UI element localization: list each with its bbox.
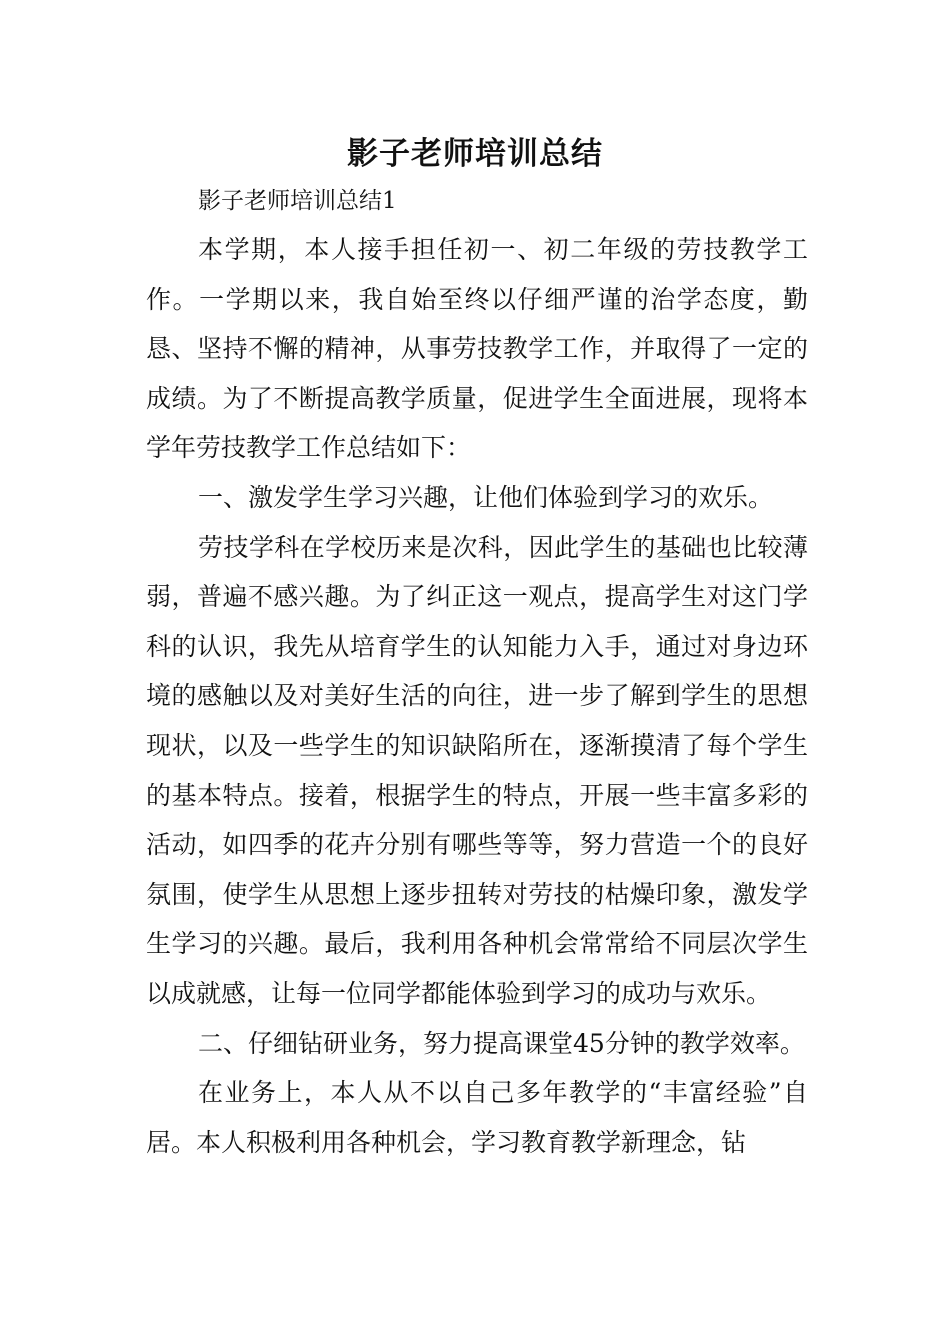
paragraph-intro: 本学期，本人接手担任初一、初二年级的劳技教学工作。一学期以来，我自始至终以仔细严谨的治学态度，勤恳、坚持不懈的精神，从事劳技教学工作，并取得了一定的成绩。为了不断提高教学质量，促进学生全面进展，现将本学年劳技教学工作总结如下： [146,235,808,463]
paragraph-section-1: 劳技学科在学校历来是次科，因此学生的基础也比较薄弱，普遍不感兴趣。为了纠正这一观点，提高学生对这门学科的认识，我先从培育学生的认知能力入手，通过对身边环境的感触以及对美好生活的向往，进一步了解到学生的思想现状，以及一些学生的知识缺陷所在，逐渐摸清了每个学生的基本特点。接着，根据学生的特点，开展一些丰富多彩的活动，如四季的花卉分别有哪些等等，努力营造一个的良好氛围，使学生从思想上逐步扭转对劳技的枯燥印象，激发学生学习的兴趣。最后，我利用各种机会常常给不同层次学生以成就感，让每一位同学都能体验到学习的成功与欢乐。 [146,532,808,1008]
document-subtitle: 影子老师培训总结1 [198,188,397,214]
section-heading-2: 二、仔细钻研业务，努力提高课堂45分钟的教学效率。 [198,1028,805,1058]
paragraph-section-2: 在业务上，本人从不以自己多年教学的“丰富经验”自居。本人积极利用各种机会，学习教育教学新理念，钻 [146,1078,808,1157]
document-body [146,177,808,1167]
document-title: 影子老师培训总结 [347,136,603,172]
section-heading-1: 一、激发学生学习兴趣，让他们体验到学习的欢乐。 [198,482,774,512]
